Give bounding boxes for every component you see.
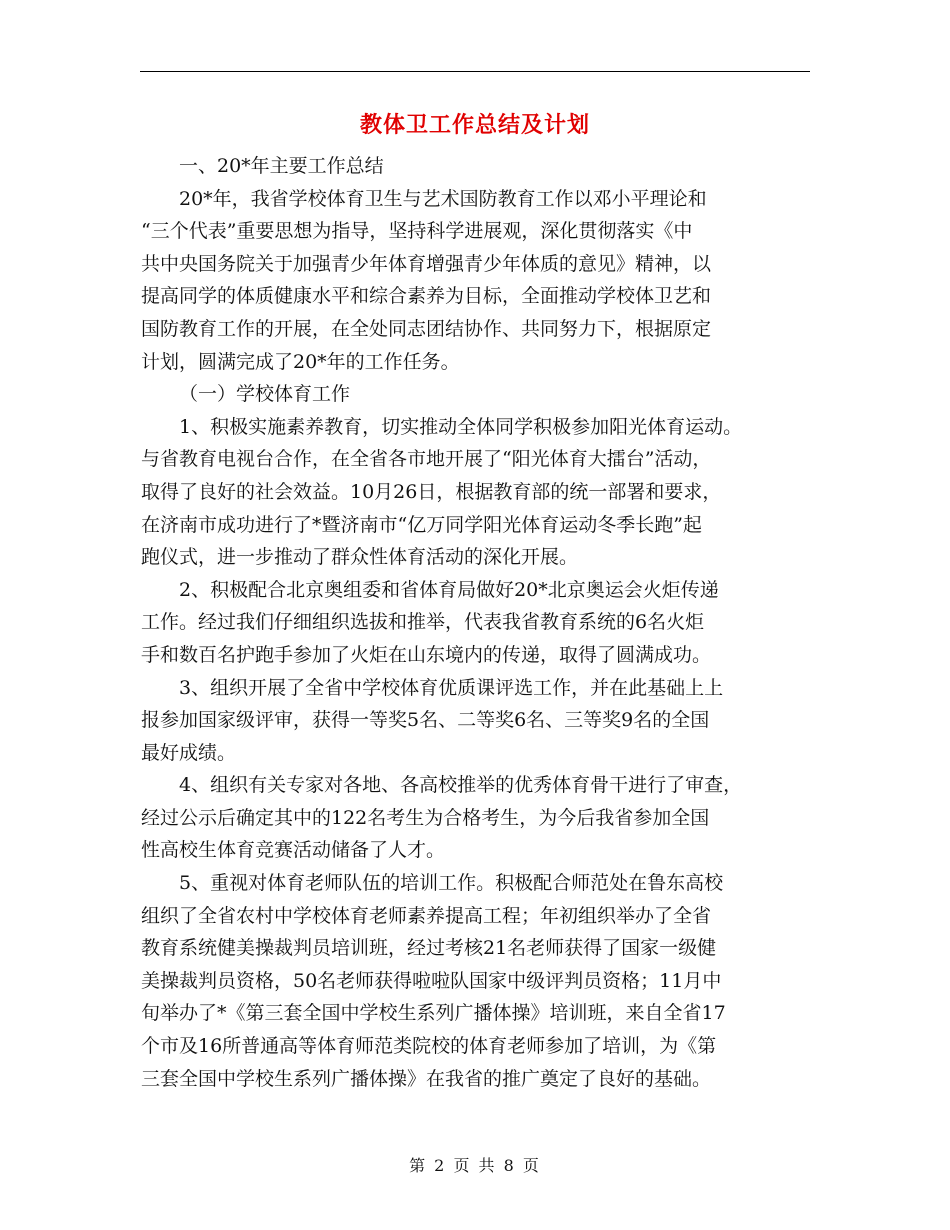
header-rule: [140, 71, 810, 72]
section-heading: 一、20*年主要工作总结: [179, 155, 384, 177]
paragraph: 20*年，我省学校体育卫生与艺术国防教育工作以邓小平理论和 “三个代表”重要思想为指导，坚持科学进展观，深化贯彻落实《中 共中央国务院关于加强青少年体育增强青少年体质的意见》精神，以 提高同学的体质健康水平和综合素养为目标，全面推动学校体卫艺和 国防教育工作的开展，在全处同志团结协作、共同努力下，根据原定 计划，圆满完成了20*年的工作任务。: [141, 187, 712, 373]
paragraph: 3、组织开展了全省中学校体育优质课评选工作，并在此基础上上 报参加国家级评审，获得一等奖5名、二等奖6名、三等奖9名的全国 最好成绩。: [141, 676, 724, 764]
page-number: 第 2 页 共 8 页: [409, 1156, 541, 1175]
document-body: [141, 150, 811, 1095]
paragraph: 5、重视对体育老师队伍的培训工作。积极配合师范处在鲁东高校 组织了全省农村中学校体育老师素养提高工程；年初组织举办了全省 教育系统健美操裁判员培训班，经过考核21名老师获得了国家一级健 美操裁判员资格，50名老师获得啦啦队国家中级评判员资格；11月中 旬举办了*《第三套全国中学校生系列广播体操》培训班，来自全省17 个市及16所普通高等体育师范类院校的体育老师参加了培训，为《第 三套全国中学校生系列广播体操》在我省的推广奠定了良好的基础。: [141, 872, 726, 1090]
document-title: 教体卫工作总结及计划: [359, 113, 590, 138]
paragraph: 1、积极实施素养教育，切实推动全体同学积极参加阳光体育运动。 与省教育电视台合作，在全省各市地开展了“阳光体育大擂台”活动， 取得了良好的社会效益。10月26日，根据教育部的统一部署和要求， 在济南市成功进行了*暨济南市“亿万同学阳光体育运动冬季长跑”起 跑仪式，进一步推动了群众性体育活动的深化开展。: [141, 415, 743, 569]
paragraph: 2、积极配合北京奥组委和省体育局做好20*北京奥运会火炬传递 工作。经过我们仔细组织选拔和推举，代表我省教育系统的6名火炬 手和数百名护跑手参加了火炬在山东境内的传递，取得了圆满成功。: [141, 578, 719, 666]
subsection-heading: （一）学校体育工作: [179, 383, 351, 406]
paragraph: 4、组织有关专家对各地、各高校推举的优秀体育骨干进行了审查， 经过公示后确定其中的122名考生为合格考生，为今后我省参加全国 性高校生体育竞赛活动储备了人才。: [141, 774, 743, 862]
